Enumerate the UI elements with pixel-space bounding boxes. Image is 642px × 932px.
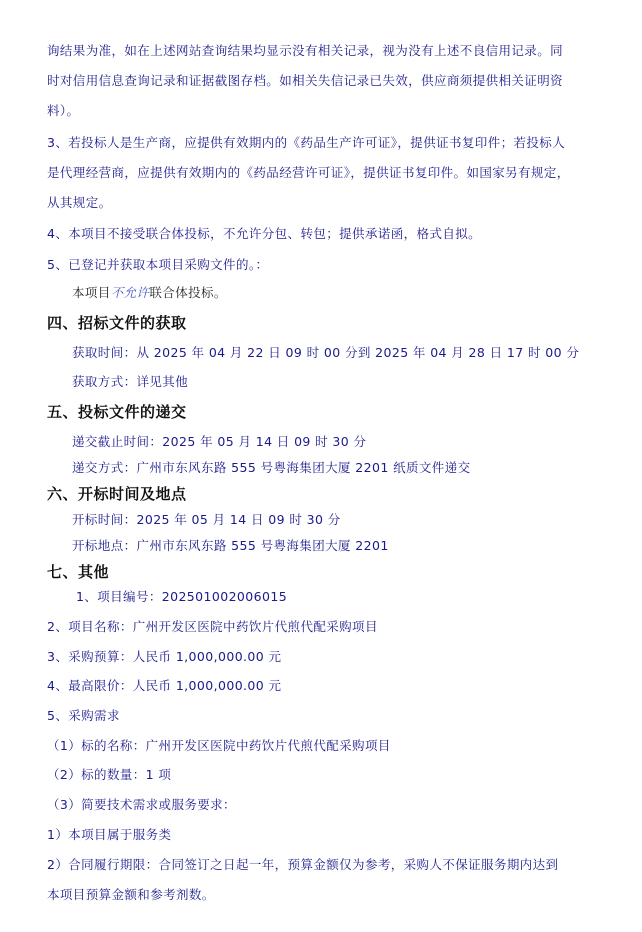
section-5-heading: 五、投标文件的递交: [47, 403, 187, 421]
section-7-heading: 七、其他: [47, 563, 110, 581]
submission-deadline: 递交截止时间：2025 年 05 月 14 日 09 时 30 分: [72, 434, 367, 449]
technical-requirements: （3）简要技术需求或服务要求：: [47, 797, 236, 812]
requirement-5-line: 5、已登记并获取本项目采购文件的。：: [47, 257, 269, 272]
section-6-heading: 六、开标时间及地点: [47, 485, 187, 503]
submission-method: 递交方式：广州市东风东路 555 号粤海集团大厦 2201 纸质文件递交: [72, 460, 471, 475]
opening-time: 开标时间：2025 年 05 月 14 日 09 时 30 分: [72, 512, 341, 527]
subject-name: （1）标的名称：广州开发区医院中药饮片代煎代配采购项目: [47, 738, 391, 753]
requirement-4-line: 4、本项目不接受联合体投标，不允许分包、转包；提供承诺函，格式自拟。: [47, 226, 482, 241]
project-number: 1、项目编号：202501002006015: [76, 589, 288, 604]
service-category: 1）本项目属于服务类: [47, 827, 172, 842]
project-name: 2、项目名称：广州开发区医院中药饮片代煎代配采购项目: [47, 619, 378, 634]
acquisition-method: 获取方式：详见其他: [72, 374, 189, 389]
consortium-note-prefix: 本项目: [72, 285, 111, 300]
paragraph-line: 时对信用信息查询记录和证据截图存档。如相关失信记录已失效，供应商须提供相关证明资: [47, 73, 564, 88]
consortium-note-italic: 不允许: [110, 285, 150, 300]
consortium-note-suffix: 联合体投标。: [149, 285, 227, 300]
section-4-heading: 四、招标文件的获取: [47, 314, 187, 332]
contract-period-line: 本项目预算金额和参考剂数。: [47, 887, 215, 902]
requirement-3-line: 是代理经营商，应提供有效期内的《药品经营许可证》，提供证书复印件。如国家另有规定，: [47, 165, 570, 180]
consortium-note: [72, 285, 227, 301]
requirement-3-line: 从其规定。: [47, 195, 112, 210]
procurement-requirements: 5、采购需求: [47, 708, 120, 723]
paragraph-line: 料）。: [47, 103, 80, 118]
subject-quantity: （2）标的数量：1 项: [47, 767, 172, 782]
procurement-budget: 3、采购预算：人民币 1,000,000.00 元: [47, 649, 282, 664]
paragraph-line: 询结果为准，如在上述网站查询结果均显示没有相关记录，视为没有上述不良信用记录。同: [47, 43, 564, 58]
requirement-3-line: 3、若投标人是生产商，应提供有效期内的《药品生产许可证》，提供证书复印件；若投标人: [47, 135, 566, 150]
acquisition-time: 获取时间：从 2025 年 04 月 22 日 09 时 00 分到 2025 年 04 月 28 日 17 时 00 分: [72, 345, 580, 360]
maximum-price: 4、最高限价：人民币 1,000,000.00 元: [47, 678, 282, 693]
contract-period-line: 2）合同履行期限：合同签订之日起一年，预算金额仅为参考，采购人不保证服务期内达到: [47, 857, 559, 872]
opening-place: 开标地点：广州市东风东路 555 号粤海集团大厦 2201: [72, 538, 389, 553]
